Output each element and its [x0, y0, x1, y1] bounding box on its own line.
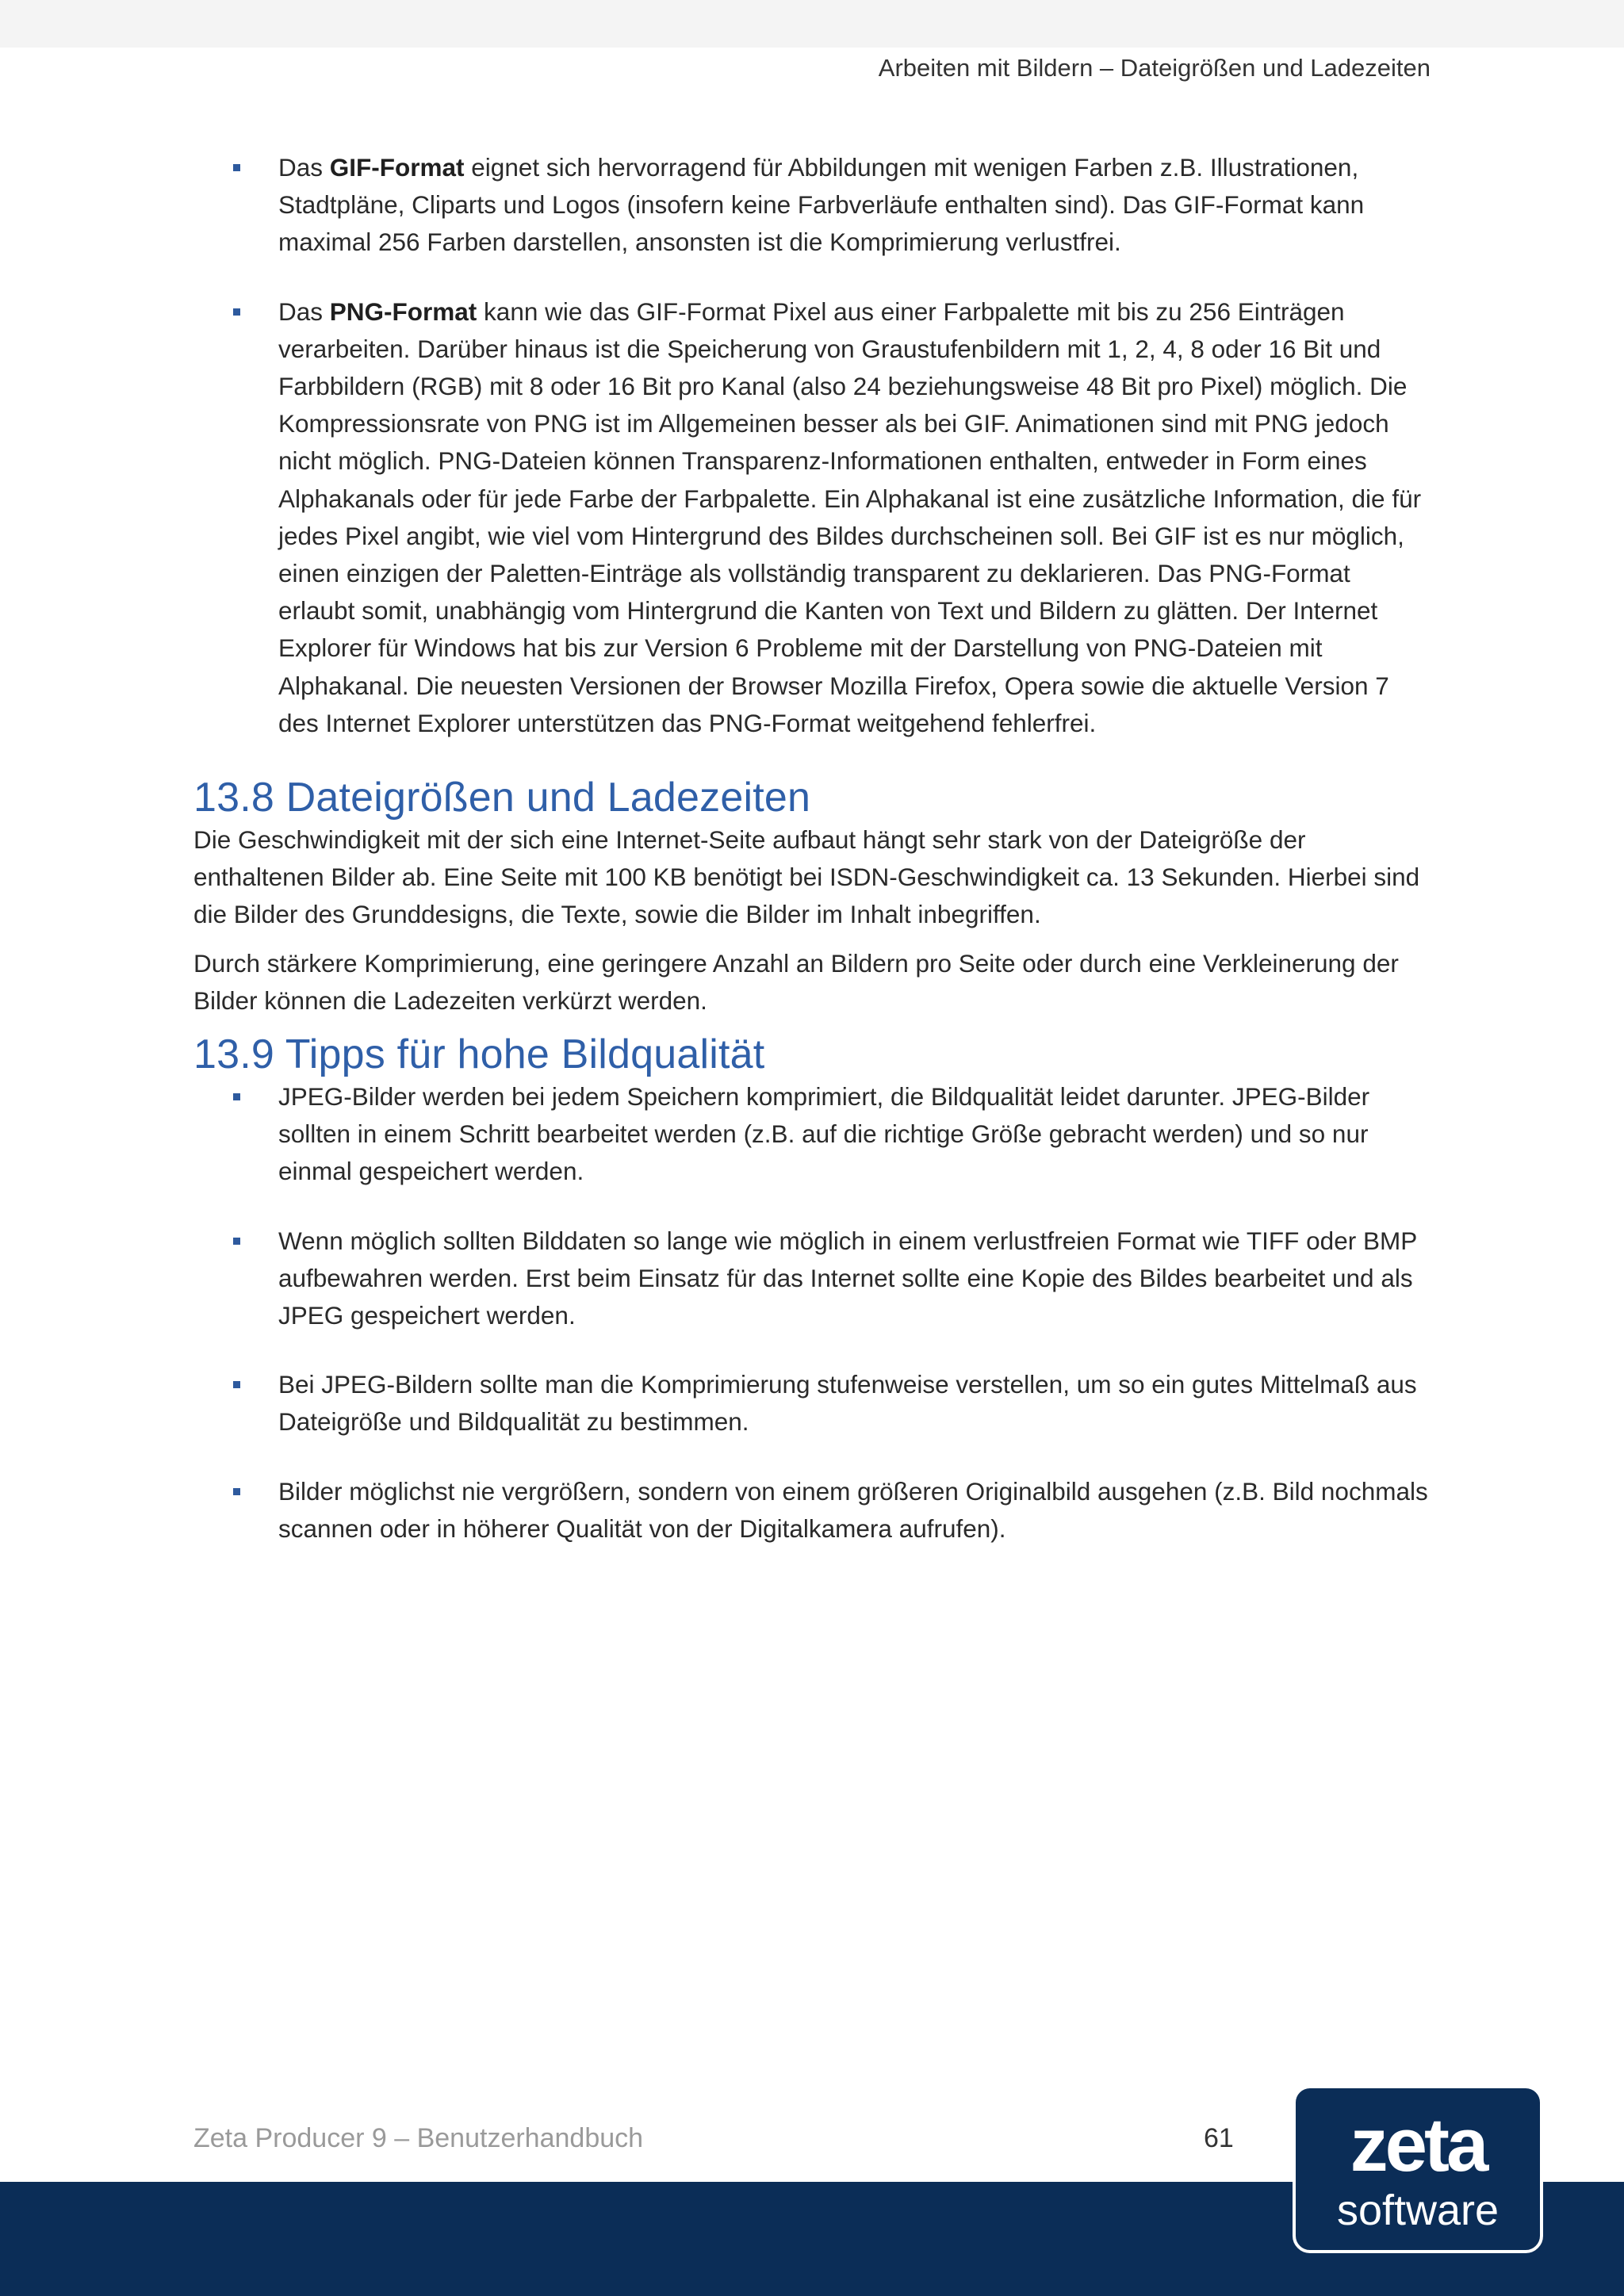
- logo-wordmark-bottom: software: [1336, 2187, 1500, 2234]
- page-content: [193, 149, 1431, 1579]
- term-gif: GIF-Format: [329, 153, 465, 182]
- section-heading-file-sizes: 13.8 Dateigrößen und Ladezeiten: [193, 775, 811, 821]
- page-number: 61: [1204, 2123, 1234, 2153]
- list-item-gif: Das GIF-Format eignet sich hervorragend für Abbildungen mit wenigen Farben z.B. Illustrationen, Stadtpläne, Cliparts und Logos (insofern keine Farbverläufe enthalten sind). Das GIF-Format kann maximal 256 Farben darstellen, ansonsten ist die Komprimierung verlustfrei.: [193, 149, 1431, 262]
- logo-wordmark-top: zeta: [1350, 2103, 1486, 2187]
- format-list: [193, 149, 1431, 742]
- logo-icon: [1296, 2088, 1540, 2250]
- bullet-square-icon: [233, 308, 240, 316]
- bullet-square-icon: [233, 1238, 240, 1245]
- list-item: Bei JPEG-Bildern sollte man die Komprimierung stufenweise verstellen, um so ein gutes Mittelmaß aus Dateigröße und Bildqualität zu bestimmen.: [193, 1366, 1431, 1441]
- top-margin-band: [0, 0, 1624, 48]
- footer-book-title: Zeta Producer 9 – Benutzerhandbuch: [193, 2123, 644, 2153]
- body-paragraph: Durch stärkere Komprimierung, eine geringere Anzahl an Bildern pro Seite oder durch eine Verkleinerung der Bilder können die Ladezeiten verkürzt werden.: [193, 948, 1399, 1015]
- list-item: Wenn möglich sollten Bilddaten so lange wie möglich in einem verlustfreien Format wie TIFF oder BMP aufbewahren werden. Erst beim Einsatz für das Internet sollte eine Kopie des Bildes bearbeitet und als JPEG gespeichert werden.: [193, 1223, 1431, 1335]
- term-png: PNG-Format: [329, 297, 477, 326]
- bullet-square-icon: [233, 164, 240, 171]
- bullet-square-icon: [233, 1488, 240, 1495]
- bullet-square-icon: [233, 1381, 240, 1388]
- tips-list: [193, 1078, 1431, 1548]
- running-header: Arbeiten mit Bildern – Dateigrößen und Ladezeiten: [878, 54, 1431, 82]
- bullet-square-icon: [233, 1093, 240, 1100]
- section-heading-image-quality-tips: 13.9 Tipps für hohe Bildqualität: [193, 1031, 765, 1078]
- list-item-png: Das PNG-Format kann wie das GIF-Format Pixel aus einer Farbpalette mit bis zu 256 Einträgen verarbeiten. Darüber hinaus ist die Speicherung von Graustufenbildern mit 1, 2, 4, 8 oder 16 Bit und Farbbildern (RGB) mit 8 oder 16 Bit pro Kanal (also 24 beziehungsweise 48 Bit pro Pixel) möglich. Die Kompressionsrate von PNG ist im Allgemeinen besser als bei GIF. Animationen sind mit PNG jedoch nicht möglich. PNG-Dateien können Transparenz-Informationen enthalten, entweder in Form eines Alphakanals oder für jede Farbe der Farbpalette. Ein Alphakanal ist eine zusätzliche Information, die für jedes Pixel angibt, wie viel vom Hintergrund des Bildes durchscheinen soll. Bei GIF ist es nur möglich, einen einzigen der Paletten-Einträge als vollständig transparent zu deklarieren. Das PNG-Format erlaubt somit, unabhängig vom Hintergrund die Kanten von Text und Bildern zu glätten. Der Internet Explorer für Windows hat bis zur Version 6 Probleme mit der Darstellung von PNG-Dateien mit Alphakanal. Die neuesten Versionen der Browser Mozilla Firefox, Opera sowie die aktuelle Version 7 des Internet Explorer unterstützen das PNG-Format weitgehend fehlerfrei.: [193, 293, 1431, 742]
- list-item: JPEG-Bilder werden bei jedem Speichern komprimiert, die Bildqualität leidet darunter. JPEG-Bilder sollten in einem Schritt bearbeitet werden (z.B. auf die richtige Größe gebracht werden) und so nur einmal gespeichert werden.: [193, 1078, 1431, 1191]
- list-item: Bilder möglichst nie vergrößern, sondern von einem größeren Originalbild ausgehen (z.B. Bild nochmals scannen oder in höherer Qualität von der Digitalkamera aufrufen).: [193, 1473, 1431, 1548]
- zeta-software-logo: [1293, 2085, 1543, 2253]
- body-paragraph: Die Geschwindigkeit mit der sich eine Internet-Seite aufbaut hängt sehr stark von der Dateigröße der enthaltenen Bilder ab. Eine Seite mit 100 KB benötigt bei ISDN-Geschwindigkeit ca. 13 Sekunden. Hierbei sind die Bilder des Grunddesigns, die Texte, sowie die Bilder im Inhalt inbegriffen.: [193, 825, 1420, 929]
